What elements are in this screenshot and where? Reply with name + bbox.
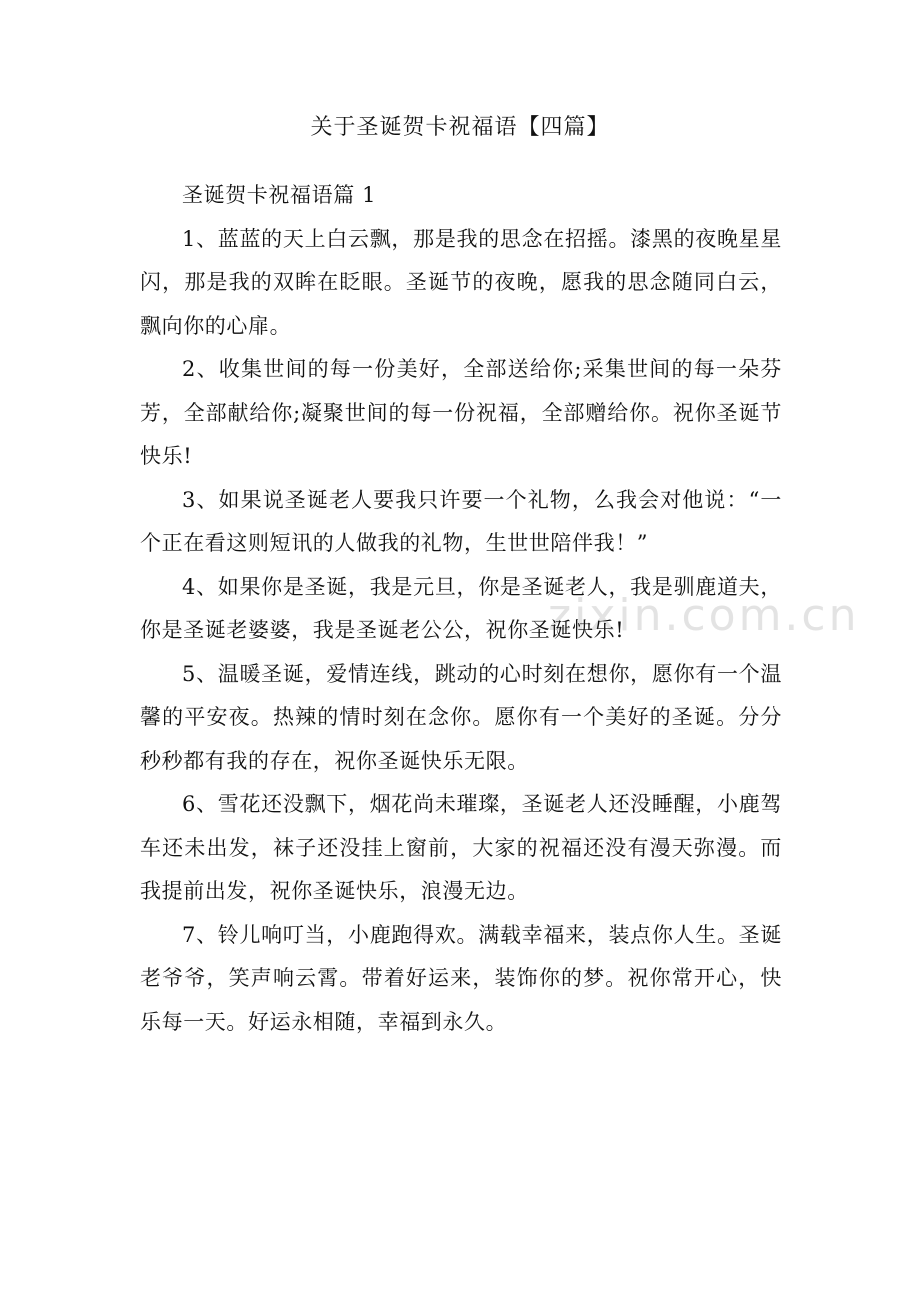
watermark-text: zixin.com.cn xyxy=(548,590,860,641)
paragraph-7: 7、铃儿响叮当，小鹿跑得欢。满载幸福来，装点你人生。圣诞老爷爷，笑声响云霄。带着好运来，装饰你的梦。祝你常开心，快乐每一天。好运永相随，幸福到永久。 xyxy=(140,922,782,1034)
paragraph-4: 4、如果你是圣诞，我是元旦，你是圣诞老人，我是驯鹿道夫，你是圣诞老婆婆，我是圣诞老公公，祝你圣诞快乐! xyxy=(140,574,782,642)
paragraph-1: 1、蓝蓝的天上白云飘，那是我的思念在招摇。漆黑的夜晚星星闪，那是我的双眸在眨眼。圣诞节的夜晚，愿我的思念随同白云，飘向你的心扉。 xyxy=(140,226,782,338)
paragraph-2: 2、收集世间的每一份美好，全部送给你;采集世间的每一朵芬芳，全部献给你;凝聚世间的每一份祝福，全部赠给你。祝你圣诞节快乐! xyxy=(140,357,782,468)
paragraph-5: 5、温暖圣诞，爱情连线，跳动的心时刻在想你，愿你有一个温馨的平安夜。热辣的情时刻在念你。愿你有一个美好的圣诞。分分秒秒都有我的存在，祝你圣诞快乐无限。 xyxy=(140,661,782,773)
paragraph-3: 3、如果说圣诞老人要我只许要一个礼物，么我会对他说：“一个正在看这则短讯的人做我的礼物，生世世陪伴我！” xyxy=(140,487,782,555)
section-heading: 圣诞贺卡祝福语篇 1 xyxy=(182,183,377,207)
document-title: 关于圣诞贺卡祝福语【四篇】 xyxy=(310,115,610,140)
paragraph-6: 6、雪花还没飘下，烟花尚未璀璨，圣诞老人还没睡醒，小鹿驾车还未出发，袜子还没挂上窗前，大家的祝福还没有漫天弥漫。而我提前出发，祝你圣诞快乐，浪漫无边。 xyxy=(140,792,782,903)
document-body xyxy=(140,174,782,1044)
